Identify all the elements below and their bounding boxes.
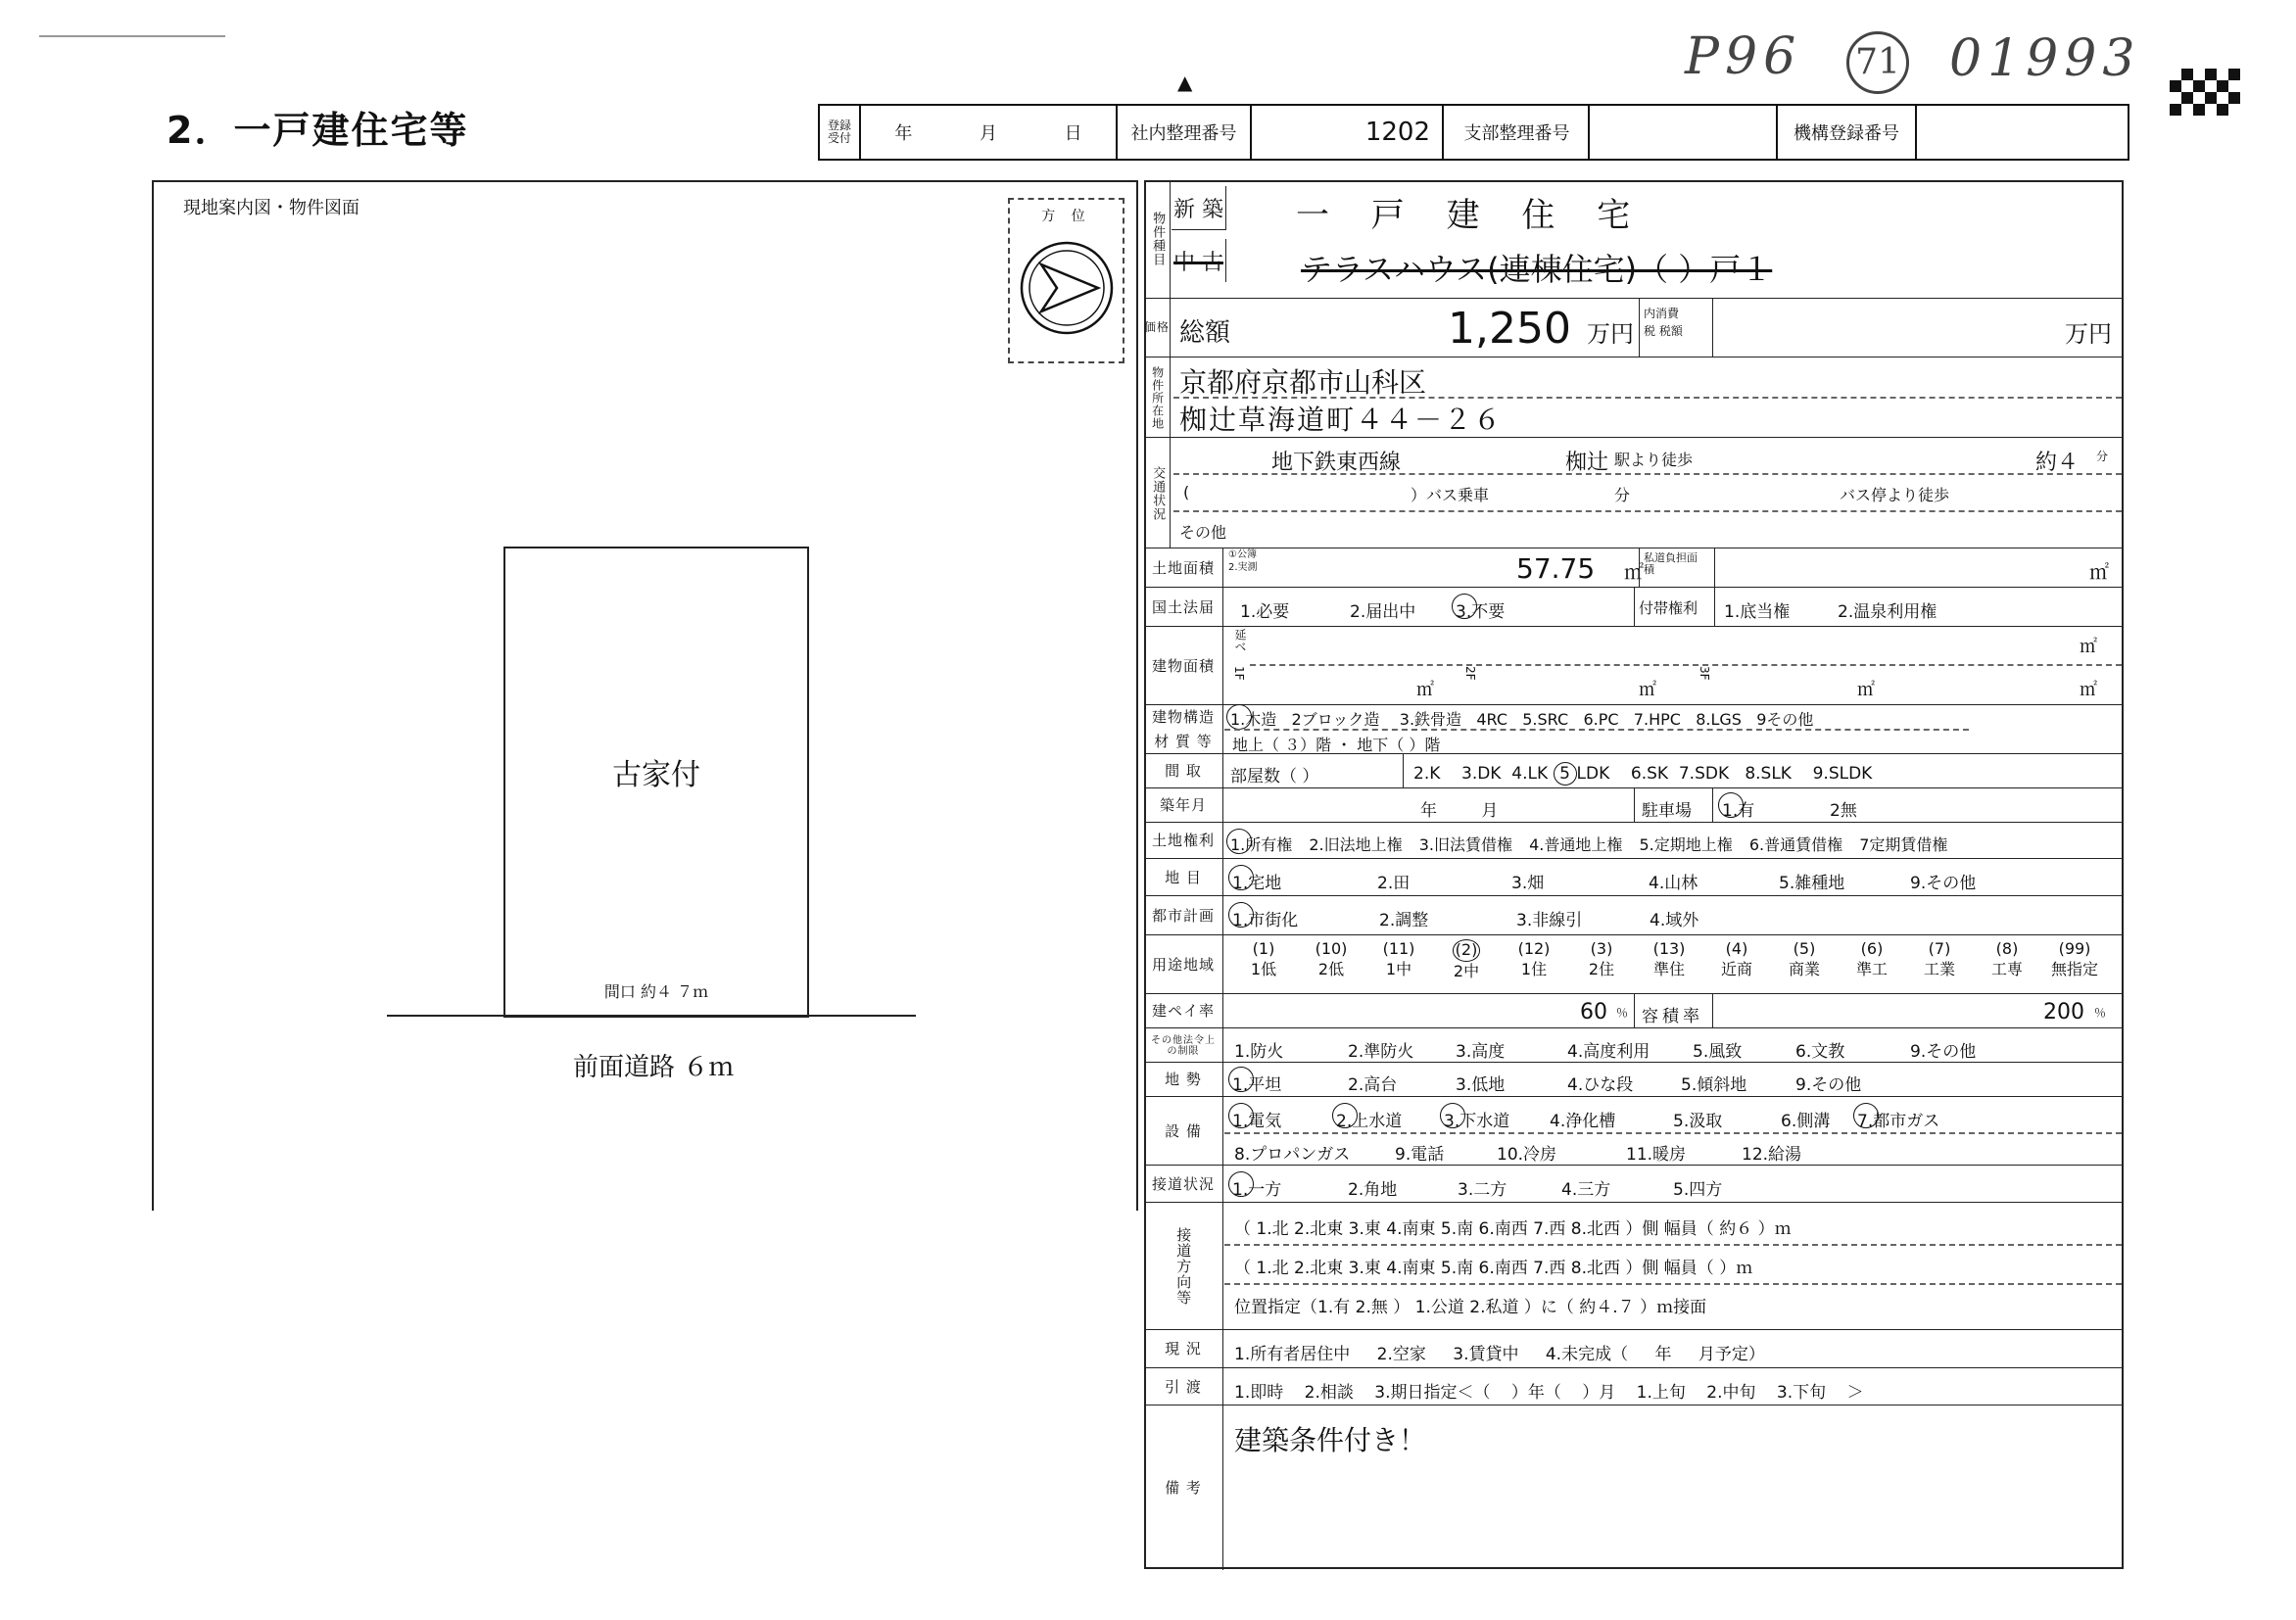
land-option: ①公簿 2.実測 [1228,549,1258,573]
row-restrictions [1144,1027,2124,1063]
equip-option-1: 1.電気 [1232,1107,1281,1131]
row-built [1144,787,2124,823]
row-terrain [1144,1062,2124,1097]
restrict-option-5: 5.風致 [1693,1042,1743,1062]
branch-no-value [1590,106,1778,159]
selected-circle [1332,1103,1358,1128]
selected-circle [1452,594,1477,619]
chimoku-option-3: 3.畑 [1511,874,1545,893]
zone-option: (10) 2低 [1315,939,1348,978]
row-structure [1144,704,2124,754]
zoning-label: 用途地域 [1144,935,1223,994]
equip-option-5: 5.汲取 [1673,1112,1723,1131]
private-road-label: 私道負担面積 [1644,551,1698,577]
org-no-label: 機構登録番号 [1778,106,1917,159]
rights-option-2: 2.温泉利用権 [1838,602,1937,622]
arrow-up-icon: ▲ [1177,71,1193,94]
far-label: 容積率 [1642,1007,1703,1026]
other-floor-unit: ㎡ [2080,680,2097,700]
walk-unit: 分 [2096,450,2109,463]
type-label: 物件種目 [1144,180,1171,298]
row-road-direction [1144,1202,2124,1330]
row-law [1144,587,2124,627]
selected-circle [1718,792,1744,818]
terrain-option-3: 3.低地 [1456,1075,1506,1095]
station-name: 椥辻 [1565,451,1609,475]
zone-option: (4) 近商 [1720,939,1752,978]
row-status [1144,1329,2124,1368]
equip-option-4: 4.浄化槽 [1550,1112,1616,1131]
org-no-value [1917,106,2126,159]
equipment-label: 設 備 [1144,1097,1223,1166]
law-option-3: 3.不要 [1456,597,1505,622]
zone-option: (5) 商業 [1788,939,1820,978]
city-option-4: 4.域外 [1650,911,1699,930]
address-line1: 京都府京都市山科区 [1179,366,1427,399]
restrict-option-4: 4.高度利用 [1567,1042,1650,1062]
total-floor-label: 延べ [1233,629,1247,652]
handover-label: 引 渡 [1144,1368,1223,1406]
material-label: 材 質 等 [1154,733,1213,751]
zone-option: (99) 無指定 [2050,939,2098,978]
built-value: 年 月 [1420,801,1499,821]
law-option-1: 1.必要 [1240,602,1290,622]
zone-option: (6) 準工 [1855,939,1888,978]
restrict-option-1: 1.防火 [1234,1042,1284,1062]
road-line [387,1015,916,1017]
equip-option-12: 12.給湯 [1742,1145,1802,1165]
frontage-label: 間口 約４ ７ｍ [603,982,709,1001]
row-land [1144,548,2124,588]
row-coverage [1144,993,2124,1028]
road-option-3: 3.二方 [1458,1180,1507,1200]
row-city [1144,895,2124,935]
floor1-label: 1F [1232,666,1246,681]
land-label: 土地面積 [1144,548,1223,588]
row-remarks [1144,1405,2124,1570]
land-area: 57.75 [1516,552,1596,585]
structure-options: 1.木造 2ブロック造 3.鉄骨造 4RC 5.SRC 6.PC 7.HPC 8.LGS 9その他 [1230,707,1813,730]
restrict-option-3: 3.高度 [1456,1042,1506,1062]
built-label: 築年月 [1144,788,1223,823]
floor1-unit: ㎡ [1416,680,1434,700]
address-label: 物件所在地 [1144,357,1171,438]
branch-no-label: 支部整理番号 [1446,106,1590,159]
bus-label: ）バス乗車 [1411,486,1490,504]
type-value: 一 戸 建 住 宅 [1296,196,1647,235]
equip-option-11: 11.暖房 [1626,1145,1687,1165]
total-label: 総額 [1179,318,1231,348]
restrictions-label: その他法令上 の制限 [1144,1028,1223,1063]
private-road-unit: ㎡ [2089,560,2109,584]
year-label: 年 [894,123,913,144]
selected-circle [1226,704,1252,730]
rights-label: 付帯権利 [1639,599,1698,617]
road-option-2: 2.角地 [1348,1180,1398,1200]
row-land-right [1144,822,2124,859]
restrict-option-6: 6.文教 [1795,1042,1845,1062]
equip-option-10: 10.冷房 [1497,1145,1557,1165]
parking-option-1: 1.有 [1722,796,1754,821]
transport-label: 交通状況 [1144,438,1171,548]
chimoku-label: 地 目 [1144,859,1223,896]
floor3-unit: ㎡ [1857,680,1875,700]
bus-walk-label: バス停より徒歩 [1840,486,1950,504]
coverage-value: 60 [1580,1000,1607,1024]
price-value: 1,250 [1448,304,1571,354]
tax-unit: 万円 [2065,320,2112,348]
row-transport [1144,437,2124,548]
equip-option-8: 8.プロパンガス [1234,1145,1351,1165]
terrain-option-4: 4.ひな段 [1567,1075,1634,1095]
remarks-label: 備 考 [1144,1406,1223,1570]
selected-circle [1853,1103,1879,1128]
law-label: 国土法届 [1144,588,1223,627]
bus-minutes: 分 [1614,486,1631,504]
price-unit: 万円 [1587,320,1634,348]
terrain-option-6: 9.その他 [1795,1075,1862,1095]
selected-circle [1228,1171,1254,1197]
new-label: 新 築 [1172,186,1226,230]
handwritten-number: 01993 [1949,29,2141,88]
used-label: 中 古 [1172,239,1226,282]
building-outline [503,547,809,1018]
selected-circle [1228,1103,1254,1128]
map-panel [152,180,1138,1211]
road-access-label: 接道状況 [1144,1166,1223,1203]
row-equipment [1144,1096,2124,1166]
structure-labels [1144,705,1223,754]
header-table [818,104,2129,161]
row-building-area [1144,626,2124,705]
section-title: 2．一戸建住宅等 [167,109,469,152]
selected-circle: 5 [1554,762,1577,786]
layout-options: 2.K 3.DK 4.LK 5 LDK 6.SK 7.SDK 8.SLK 9.SLDK [1413,764,1873,784]
row-handover [1144,1367,2124,1406]
equip-option-7: 7.都市ガス [1857,1107,1939,1131]
layout-ldk: LDK [1576,764,1610,784]
row-price [1144,298,2124,357]
direction-row2: （ 1.北 2.北東 3.東 4.南東 5.南 6.南西 7.西 8.北西 ）側 幅員（ ）ｍ [1234,1259,1753,1278]
company-no-value: 1202 [1252,106,1444,159]
chimoku-option-1: 1.宅地 [1232,869,1281,893]
compass-label: 方 位 [1041,209,1091,224]
terrain-option-1: 1.平坦 [1232,1071,1281,1095]
scan-line [39,35,225,37]
coverage-unit: ％ [1616,1006,1629,1020]
row-chimoku [1144,858,2124,896]
status-options: 1.所有者居住中 2.空家 3.賃貸中 4.未完成（ 年 月予定） [1234,1345,1765,1364]
month-label: 月 [979,123,997,144]
building-area-label: 建物面積 [1144,627,1223,705]
map-title: 現地案内図・物件図面 [183,198,359,218]
zone-option: (3) 2住 [1588,939,1615,978]
chimoku-option-4: 4.山林 [1649,874,1698,893]
restrict-option-7: 9.その他 [1910,1042,1977,1062]
zone-option: (13) 準住 [1652,939,1686,978]
fax-marker-pattern [2170,69,2240,116]
remarks-text: 建築条件付き！ [1234,1424,1427,1456]
selected-circle [1228,865,1254,890]
selected-circle [1226,829,1252,854]
row-address [1144,357,2124,438]
land-right-label: 土地権利 [1144,823,1223,859]
terrain-option-5: 5.傾斜地 [1681,1075,1747,1095]
property-form [1144,180,2126,1571]
compass-box [1008,198,1124,363]
road-option-4: 4.三方 [1561,1180,1611,1200]
row-layout [1144,753,2124,788]
law-option-2: 2.届出中 [1350,602,1416,622]
city-option-2: 2.調整 [1379,911,1429,930]
city-label: 都市計画 [1144,896,1223,935]
selected-circle [1440,1103,1465,1128]
floor2-unit: ㎡ [1639,680,1656,700]
chimoku-option-6: 9.その他 [1910,874,1977,893]
layout-label: 間 取 [1144,754,1223,788]
parking-option-2: 2無 [1830,801,1857,821]
row-road-access [1144,1165,2124,1203]
land-unit: ㎡ [1624,560,1644,584]
direction-row1: （ 1.北 2.北東 3.東 4.南東 5.南 6.南西 7.西 8.北西 ）側 幅員（ 約６ ）ｍ [1234,1219,1792,1239]
zone-option: (1) 1低 [1250,939,1277,978]
city-option-3: 3.非線引 [1516,911,1583,930]
zone-option: (11) 1中 [1382,939,1415,978]
total-floor-unit: ㎡ [2080,637,2097,657]
chimoku-option-5: 5.雑種地 [1779,874,1845,893]
company-no-label: 社内整理番号 [1118,106,1252,159]
building-label: 古家付 [612,758,700,792]
terrain-option-2: 2.高台 [1348,1075,1398,1095]
report-label: 登録 受付 [820,106,861,159]
selected-circle [1228,902,1254,928]
walk-minutes: 約４ [2035,451,2080,475]
compass-north-icon [1018,239,1116,337]
land-right-options: 1.所有権 2.旧法地上権 3.旧法賃借権 4.普通地上権 5.定期地上権 6.普通賃借権 7定期賃借権 [1230,833,1947,855]
paren-open: ( [1183,483,1190,501]
other-label: その他 [1179,523,1227,542]
road-option-1: 1.一方 [1232,1175,1281,1200]
walk-label: 駅より徒歩 [1614,451,1694,469]
status-label: 現 況 [1144,1330,1223,1368]
equip-option-2: 2.上水道 [1336,1107,1402,1131]
price-label: 価格 [1144,299,1171,357]
road-option-5: 5.四方 [1673,1180,1723,1200]
handwritten-circle-number: 71 [1846,31,1909,94]
zone-option: (2) 2中 [1453,940,1480,980]
tax-label: 内消費 税 税額 [1644,307,1683,338]
floors-value: 地上（ ３）階 ・ 地下（ ）階 [1232,736,1441,754]
restrict-option-2: 2.準防火 [1348,1042,1414,1062]
road-label: 前面道路 ６ｍ [573,1053,735,1082]
equip-option-6: 6.側溝 [1781,1112,1831,1131]
city-option-1: 1.市街化 [1232,906,1298,930]
date-fields [861,106,1118,159]
row-type [1144,180,2124,298]
zone-option: (8) 工専 [1990,939,2023,978]
day-label: 日 [1064,123,1082,144]
direction-row3: 位置指定（1.有 2.無 ） 1.公道 2.私道 ）に（ 約４.７ ）ｍ接面 [1234,1298,1707,1317]
terrain-label: 地 勢 [1144,1063,1223,1097]
handwritten-page: P96 [1685,27,1802,86]
floor2-label: 2F [1463,666,1477,681]
zone-option: (12) 1住 [1517,939,1551,978]
floor3-label: 3F [1698,666,1711,681]
far-unit: ％ [2094,1006,2107,1020]
equip-option-3: 3.下水道 [1444,1107,1509,1131]
row-zoning [1144,934,2124,994]
handover-options: 1.即時 2.相談 3.期日指定＜（ ）年（ ）月 1.上旬 2.中旬 3.下旬 ＞ [1234,1383,1864,1403]
rights-option-1: 1.底当権 [1724,602,1791,622]
rooms-value: 部屋数（ ） [1230,767,1319,786]
equip-option-9: 9.電話 [1395,1145,1445,1165]
far-value: 200 [2043,1000,2084,1024]
line-name: 地下鉄東西線 [1271,451,1402,475]
terrace-option: テラスハウス(連棟住宅)（ ）戸１ [1301,251,1773,288]
address-line2: 椥辻草海道町４４－２６ [1179,404,1504,436]
coverage-label: 建ペイ率 [1144,994,1223,1028]
road-direction-label: 接道方向等 [1144,1203,1223,1330]
structure-label: 建物構造 [1151,708,1215,727]
zone-option: (7) 工業 [1923,939,1955,978]
chimoku-option-2: 2.田 [1377,874,1411,893]
selected-circle [1228,1067,1254,1092]
parking-label: 駐車場 [1642,801,1692,821]
